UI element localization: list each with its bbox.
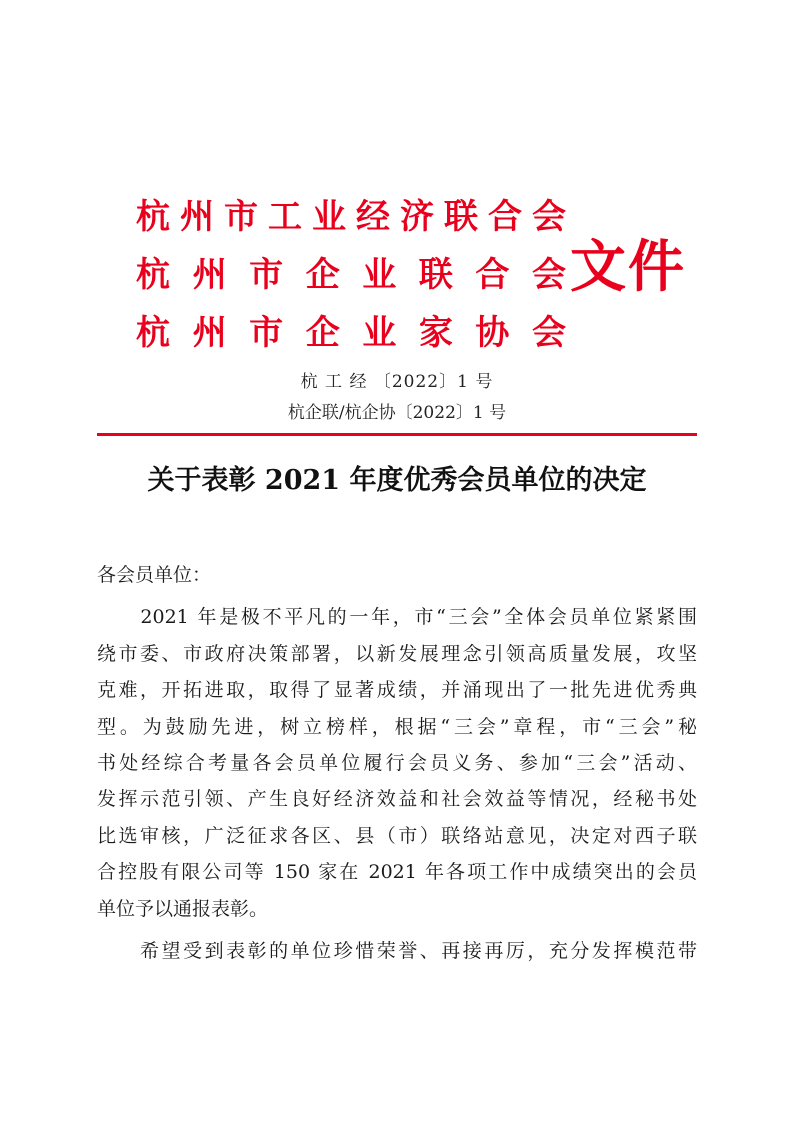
org-name-char: 企	[305, 312, 340, 353]
org-name-char: 业	[362, 312, 397, 353]
org-name-3	[136, 300, 566, 358]
org-name-char: 市	[224, 196, 258, 237]
org-name-char: 业	[312, 196, 346, 237]
org-name-char: 州	[192, 254, 227, 295]
org-name-char: 州	[180, 196, 214, 237]
org-name-char: 杭	[136, 254, 170, 295]
org-name-char: 经	[356, 196, 390, 237]
body-line: 2021 年是极不平凡的一年，市“三会”全体会员单位紧紧围	[97, 606, 697, 629]
org-name-char: 企	[305, 254, 340, 295]
org-name-char: 会	[531, 312, 566, 353]
org-name-char: 济	[400, 196, 434, 237]
org-name-char: 协	[475, 312, 510, 353]
org-name-char: 市	[249, 312, 284, 353]
org-name-char: 业	[362, 254, 397, 295]
body-line: 希望受到表彰的单位珍惜荣誉、再接再厉，充分发挥模范带	[97, 939, 697, 962]
doc-number-1: 杭 工 经 〔2022〕1 号	[300, 372, 494, 392]
file-label: 文件	[570, 235, 686, 300]
body-line: 发挥示范引领、产生良好经济效益和社会效益等情况，经秘书处	[97, 788, 697, 811]
body-line: 书处经综合考量各会员单位履行会员义务、参加“三会”活动、	[97, 751, 697, 774]
salutation: 各会员单位：	[97, 564, 212, 586]
body-line: 合控股有限公司等 150 家在 2021 年各项工作中成绩突出的会员	[97, 861, 697, 884]
red-divider-line	[97, 433, 697, 436]
body-line: 克难，开拓进取，取得了显著成绩，并涌现出了一批先进优秀典	[97, 679, 697, 702]
body-line: 单位予以通报表彰。	[97, 897, 269, 920]
org-name-char: 家	[418, 312, 453, 353]
org-name-char: 会	[532, 196, 566, 237]
body-line: 绕市委、市政府决策部署，以新发展理念引领高质量发展，攻坚	[97, 642, 697, 665]
org-name-char: 合	[475, 254, 510, 295]
org-name-char: 联	[418, 254, 453, 295]
paragraph-1	[97, 599, 697, 927]
org-name-char: 州	[192, 312, 227, 353]
org-name-char: 联	[444, 196, 478, 237]
paragraph-2	[97, 933, 697, 969]
body-line: 比选审核，广泛征求各区、县（市）联络站意见，决定对西子联	[97, 824, 697, 847]
org-name-char: 合	[488, 196, 522, 237]
document-body	[97, 557, 697, 969]
org-name-2	[136, 242, 566, 300]
org-name-char: 工	[268, 196, 302, 237]
doc-number-2: 杭企联/杭企协〔2022〕1 号	[287, 403, 507, 423]
org-name-char: 杭	[136, 312, 170, 353]
document-title: 关于表彰 2021 年度优秀会员单位的决定	[147, 465, 647, 496]
org-name-char: 市	[249, 254, 284, 295]
org-name-char: 会	[531, 254, 566, 295]
issuing-organizations	[136, 184, 566, 358]
body-line: 型。为鼓励先进，树立榜样，根据“三会”章程，市“三会”秘	[97, 715, 697, 738]
org-name-char: 杭	[136, 196, 170, 237]
org-name-1	[136, 184, 566, 242]
